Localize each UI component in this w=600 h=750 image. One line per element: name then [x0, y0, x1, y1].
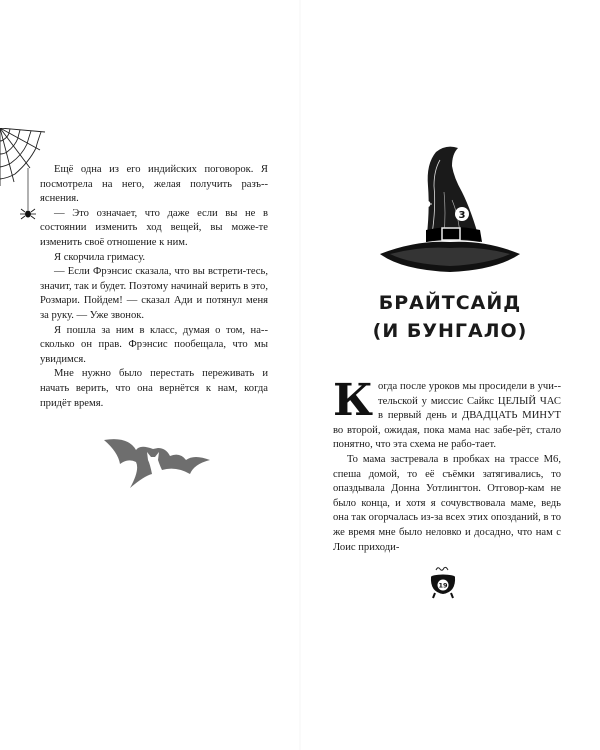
chapter-number: 3 [458, 210, 466, 221]
drop-cap: К [333, 375, 374, 426]
spider-icon [20, 209, 36, 219]
chapter-title-line1: БРАЙТСАЙД [378, 292, 522, 314]
page-number: 19 [438, 581, 448, 590]
bat-icon [100, 430, 212, 492]
witch-hat-icon [376, 142, 524, 288]
cauldron-icon [426, 566, 460, 600]
paragraph: — Если Фрэнсис сказала, что вы встрети-тесь, значит, так и будет. Поэтому начинай верить в это, Розмари. Пойдем! — сказал Ади и потянул меня за руку. — Уже звонок. [40, 266, 268, 321]
paragraph: То мама застревала в пробках на трассе М6, спеша домой, то её съёмки затягивались, то опаздывала Донна Уотлингтон. Отговор-кам не было конца, и хотя я сочувствовала маме, ведь она так огорчалась из-за всех этих опозданий, в то же время мне было неловко и досадно, что нам с Лоис приходи- [333, 453, 561, 553]
left-page-text [40, 163, 268, 411]
paragraph: Мне нужно было перестать переживать и начать верить, что она вернётся к нам, когда придёт время. [40, 368, 268, 409]
right-page-text [333, 375, 561, 555]
chapter-title-line2: (И БУНГАЛО) [372, 320, 528, 342]
paragraph: Я скорчила гримасу. [54, 251, 146, 263]
paragraph: — Это означает, что даже если вы не в состоянии изменить ход вещей, вы може-те изменить своё отношение к ним. [40, 207, 268, 248]
paragraph: огда после уроков мы просидели в учи-тельской у миссис Сайкс ЦЕЛЫЙ ЧАС в первый день и ДВАДЦАТЬ МИНУТ во второй, ожидая, пока мама нас забе-рёт, стало понятно, что эта схема не рабо-тает. [333, 381, 561, 451]
paragraph: Я пошла за ним в класс, думая о том, на-сколько он прав. Фрэнсис пообещала, что мы увидимся. [40, 324, 268, 365]
paragraph: Ещё одна из его индийских поговорок. Я посмотрела на него, желая получить разъ-яснения. [40, 164, 268, 205]
